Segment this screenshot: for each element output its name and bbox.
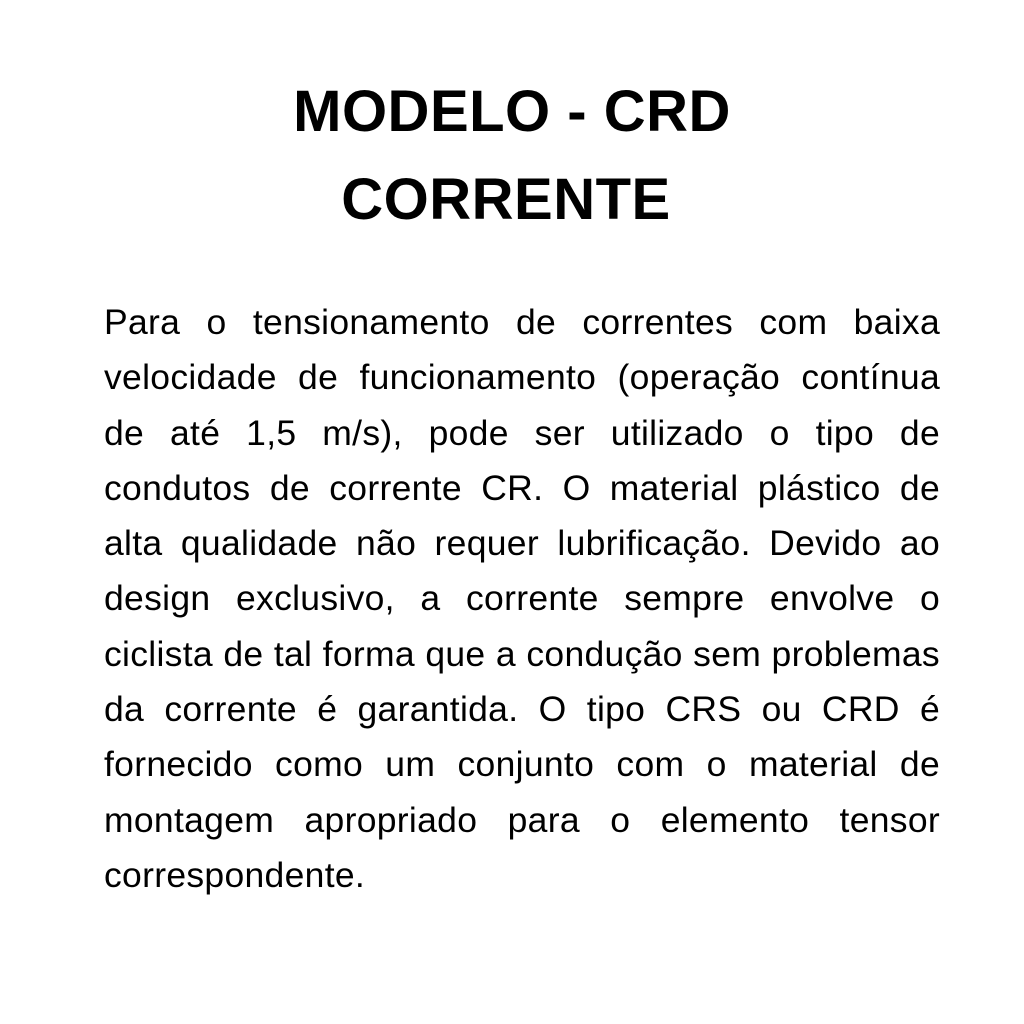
page-title-line-1: MODELO - CRD [293, 79, 731, 144]
description-paragraph: Para o tensionamento de correntes com baixa velocidade de funcionamento (operação contínua de até 1,5 m/s), pode ser utilizado o tipo de condutos de corrente CR. O material plástico de alta qualidade não requer lubrificação. Devido ao design exclusivo, a corrente sempre envolve o ciclista de tal forma que a condução sem problemas da corrente é garantida. O tipo CRS ou CRD é fornecido como um conjunto com o material de montagem apropriado para o elemento tensor correspondente. [104, 302, 940, 895]
page-title-line-2: CORRENTE [341, 167, 671, 232]
